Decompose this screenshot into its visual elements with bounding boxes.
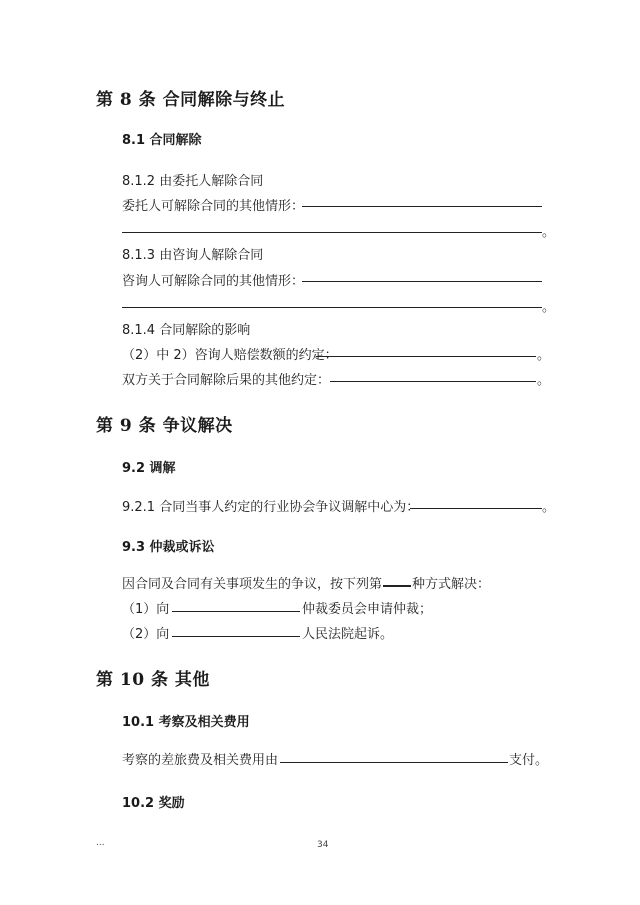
article-9-heading: 第 9 条 争议解决 — [96, 416, 233, 436]
fill-in-blank-line[interactable] — [383, 585, 411, 587]
fill-in-blank-line[interactable] — [302, 206, 542, 207]
section-8-1-4-line-1: （2）中 2）咨询人赔偿数额的约定： — [122, 348, 338, 363]
footer-dots: ... — [96, 838, 105, 848]
section-8-1-4-line-2: 双方关于合同解除后果的其他约定： — [122, 373, 331, 388]
period-mark: 。 — [542, 300, 556, 315]
page-number: 34 — [317, 840, 329, 850]
section-9-3-line-b: 种方式解决： — [412, 577, 491, 592]
section-9-3-line-a: 因合同及合同有关事项发生的争议，按下列第 — [122, 577, 383, 592]
section-8-1-4-heading: 8.1.4 合同解除的影响 — [122, 323, 251, 338]
option-2-prefix: （2）向 — [122, 627, 170, 642]
article-10-heading: 第 10 条 其他 — [96, 670, 210, 690]
section-8-1-2-label: 委托人可解除合同的其他情形： — [122, 199, 305, 214]
period-mark: 。 — [542, 225, 556, 240]
section-8-1-3-heading: 8.1.3 由咨询人解除合同 — [122, 248, 264, 263]
section-10-2-heading: 10.2 奖励 — [122, 796, 185, 811]
section-9-2-1-line: 9.2.1 合同当事人约定的行业协会争议调解中心为： — [122, 500, 420, 515]
fill-in-blank-line[interactable] — [122, 232, 542, 233]
section-8-1-2-heading: 8.1.2 由委托人解除合同 — [122, 174, 264, 189]
section-8-1-heading: 8.1 合同解除 — [122, 133, 202, 148]
section-10-1-line-b: 支付。 — [509, 753, 549, 768]
fill-in-blank-line[interactable] — [280, 762, 508, 763]
fill-in-blank-line[interactable] — [122, 307, 542, 308]
period-mark: 。 — [542, 500, 556, 515]
fill-in-blank-line[interactable] — [316, 356, 536, 357]
article-8-heading: 第 8 条 合同解除与终止 — [96, 90, 286, 110]
fill-in-blank-line[interactable] — [410, 508, 542, 509]
period-mark: 。 — [537, 348, 551, 363]
option-1-prefix: （1）向 — [122, 602, 170, 617]
fill-in-blank-line[interactable] — [302, 281, 542, 282]
section-10-1-line-a: 考察的差旅费及相关费用由 — [122, 753, 279, 768]
section-9-2-heading: 9.2 调解 — [122, 461, 176, 476]
fill-in-blank-line[interactable] — [172, 636, 300, 637]
section-10-1-heading: 10.1 考察及相关费用 — [122, 715, 250, 730]
fill-in-blank-line[interactable] — [172, 611, 300, 612]
section-8-1-3-label: 咨询人可解除合同的其他情形： — [122, 274, 305, 289]
fill-in-blank-line[interactable] — [330, 381, 536, 382]
option-2-suffix: 人民法院起诉。 — [302, 627, 394, 642]
option-1-suffix: 仲裁委员会申请仲裁； — [302, 602, 433, 617]
period-mark: 。 — [537, 373, 551, 388]
section-8-1-2-line — [122, 195, 304, 214]
section-9-3-heading: 9.3 仲裁或诉讼 — [122, 540, 215, 555]
